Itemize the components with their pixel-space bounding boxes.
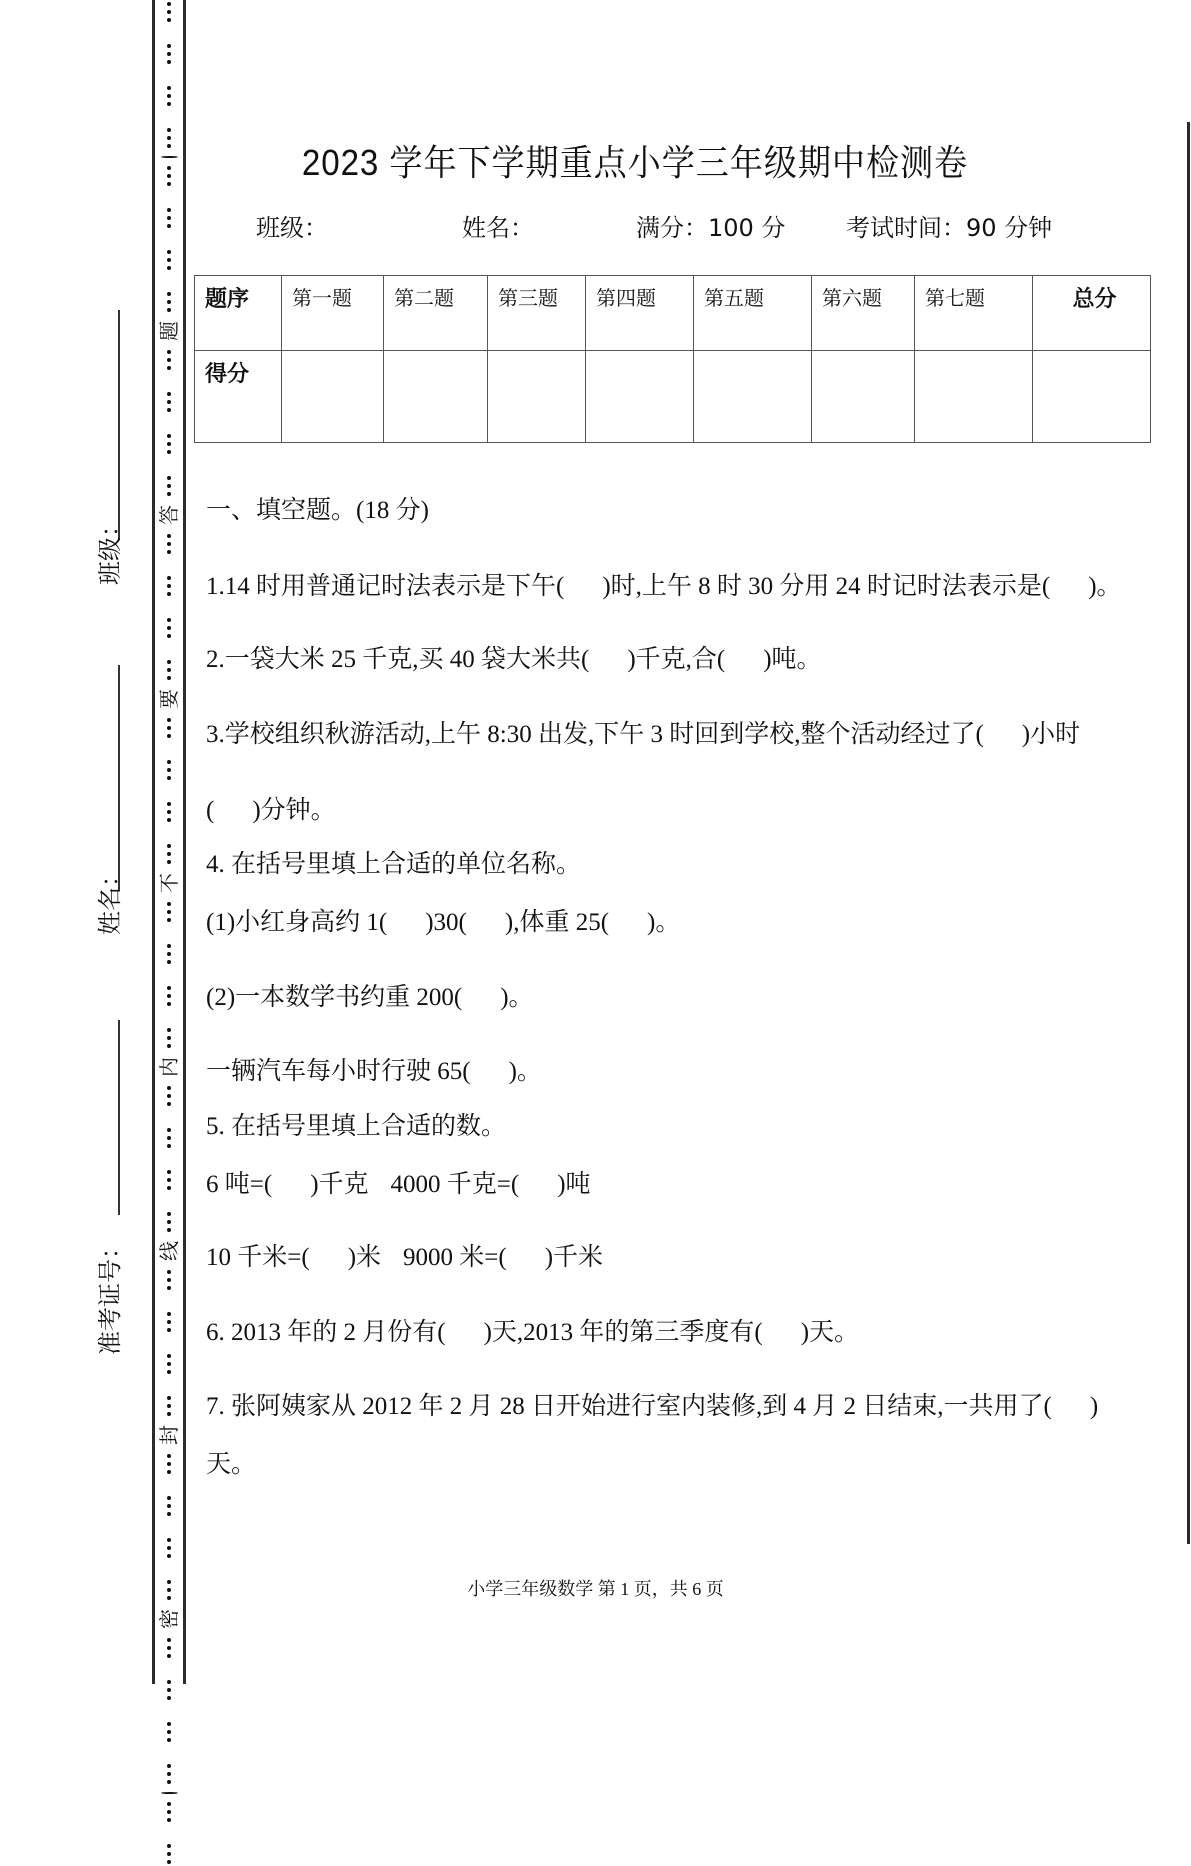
side-name-label: 姓名： bbox=[96, 863, 124, 935]
question-4-part-3 bbox=[206, 1057, 542, 1087]
q7-text-b: ) bbox=[1089, 1393, 1099, 1420]
score-cell-q5[interactable] bbox=[694, 351, 812, 443]
q5l1-text-c: 4000 千克=( bbox=[390, 1171, 520, 1198]
column-q6: 第六题 bbox=[812, 276, 915, 351]
seal-char: 内 bbox=[157, 1057, 181, 1077]
q2-text-c: )吨。 bbox=[763, 646, 822, 673]
dot-leader bbox=[167, 348, 171, 498]
q4p1-text-a: (1)小红身高约 1( bbox=[206, 909, 388, 936]
score-cell-q6[interactable] bbox=[812, 351, 915, 443]
score-cell-q4[interactable] bbox=[586, 351, 694, 443]
score-cell-q1[interactable] bbox=[282, 351, 384, 443]
page-title: 2023 学年下学期重点小学三年级期中检测卷 bbox=[301, 142, 969, 183]
q5l2-text-c: 9000 米=( bbox=[403, 1244, 507, 1271]
question-5-prompt: 5. 在括号里填上合适的数。 bbox=[206, 1113, 507, 1140]
column-q3: 第三题 bbox=[488, 276, 586, 351]
seal-char: 要 bbox=[157, 689, 181, 709]
q1-text-b: )时,上午 8 时 30 分用 24 时记时法表示是( bbox=[602, 573, 1051, 600]
full-score: 满分：100 分 bbox=[636, 214, 786, 242]
dot-leader bbox=[167, 0, 171, 150]
column-q2: 第二题 bbox=[384, 276, 488, 351]
class-underline[interactable] bbox=[118, 310, 120, 540]
seal-char: 答 bbox=[157, 505, 181, 525]
seal-char: 封 bbox=[157, 1425, 181, 1445]
q3-text-a: 3.学校组织秋游活动,上午 8:30 出发,下午 3 时回到学校,整个活动经过了( bbox=[206, 721, 984, 748]
column-q5: 第五题 bbox=[694, 276, 812, 351]
seal-char: 题 bbox=[157, 321, 181, 341]
column-total: 总分 bbox=[1033, 276, 1151, 351]
exam-time: 考试时间：90 分钟 bbox=[846, 214, 1053, 242]
question-3-cont bbox=[206, 796, 336, 826]
dot-leader bbox=[167, 716, 171, 866]
right-margin-line bbox=[1187, 122, 1190, 1544]
q6-text-b: )天,2013 年的第三季度有( bbox=[483, 1319, 763, 1346]
seal-char: 密 bbox=[157, 1609, 181, 1629]
score-cell-q2[interactable] bbox=[384, 351, 488, 443]
q5l1-text-d: )吨 bbox=[557, 1171, 591, 1198]
row-header-score: 得分 bbox=[195, 351, 282, 443]
page-footer: 小学三年级数学 第 1 页，共 6 页 bbox=[467, 1579, 724, 1599]
dot-leader bbox=[167, 1084, 171, 1234]
table-score-row bbox=[195, 351, 1151, 443]
dot-leader bbox=[167, 1800, 171, 1866]
q3-text-d: )分钟。 bbox=[252, 797, 336, 824]
dot-leader bbox=[167, 1268, 171, 1418]
score-table bbox=[194, 275, 1151, 443]
q5l1-text-b: )千克 bbox=[310, 1171, 369, 1198]
dot-leader bbox=[167, 1636, 171, 1786]
seal-char: 线 bbox=[157, 1241, 181, 1261]
dot-leader bbox=[167, 900, 171, 1050]
binding-line-inner bbox=[183, 0, 186, 1684]
question-5-line-1 bbox=[206, 1170, 591, 1200]
column-q4: 第四题 bbox=[586, 276, 694, 351]
question-4-part-1 bbox=[206, 908, 680, 938]
seal-circle-icon bbox=[161, 156, 178, 158]
question-2 bbox=[206, 645, 822, 675]
question-1 bbox=[206, 572, 1122, 602]
dot-leader bbox=[167, 532, 171, 682]
q1-text-a: 1.14 时用普通记时法表示是下午( bbox=[206, 573, 565, 600]
class-field-label: 班级： bbox=[256, 214, 328, 242]
column-q7: 第七题 bbox=[915, 276, 1033, 351]
side-exam-id-label: 准考证号： bbox=[96, 1235, 124, 1355]
question-5-line-2 bbox=[206, 1243, 603, 1273]
seal-circle-icon bbox=[161, 1792, 178, 1794]
score-cell-total[interactable] bbox=[1033, 351, 1151, 443]
q4p1-text-d: )。 bbox=[647, 909, 681, 936]
q5l1-text-a: 6 吨=( bbox=[206, 1171, 273, 1198]
column-q1: 第一题 bbox=[282, 276, 384, 351]
question-7-cont: 天。 bbox=[206, 1451, 257, 1478]
exam-meta-row bbox=[0, 208, 1191, 244]
question-4-prompt: 4. 在括号里填上合适的单位名称。 bbox=[206, 851, 582, 878]
score-cell-q3[interactable] bbox=[488, 351, 586, 443]
q2-text-b: )千克,合( bbox=[627, 646, 726, 673]
q5l2-text-b: )米 bbox=[347, 1244, 382, 1271]
q3-text-c: ( bbox=[206, 797, 215, 824]
q4p1-text-b: )30( bbox=[425, 909, 467, 936]
q1-text-c: )。 bbox=[1088, 573, 1122, 600]
question-6 bbox=[206, 1318, 859, 1348]
q5l2-text-d: )千米 bbox=[544, 1244, 604, 1271]
question-3 bbox=[206, 720, 1080, 750]
row-header-order: 题序 bbox=[195, 276, 282, 351]
q5l2-text-a: 10 千米=( bbox=[206, 1244, 310, 1271]
q4p2-text-b: )。 bbox=[500, 984, 534, 1011]
q4p3-text-b: )。 bbox=[508, 1058, 542, 1085]
score-cell-q7[interactable] bbox=[915, 351, 1033, 443]
question-4-part-2 bbox=[206, 983, 534, 1013]
q6-text-c: )天。 bbox=[800, 1319, 860, 1346]
name-underline[interactable] bbox=[118, 665, 120, 890]
table-header-row bbox=[195, 276, 1151, 351]
section-heading: 一、填空题。(18 分) bbox=[206, 497, 429, 524]
name-field-label: 姓名： bbox=[462, 214, 534, 242]
question-7 bbox=[206, 1392, 1098, 1422]
q4p3-text-a: 一辆汽车每小时行驶 65( bbox=[206, 1058, 471, 1085]
q6-text-a: 6. 2013 年的 2 月份有( bbox=[206, 1319, 446, 1346]
q4p2-text-a: (2)一本数学书约重 200( bbox=[206, 984, 463, 1011]
q2-text-a: 2.一袋大米 25 千克,买 40 袋大米共( bbox=[206, 646, 590, 673]
seal-char: 不 bbox=[157, 873, 181, 893]
seal-line-strip bbox=[155, 0, 183, 1684]
side-class-label: 班级： bbox=[96, 513, 124, 585]
q7-text-a: 7. 张阿姨家从 2012 年 2 月 28 日开始进行室内装修,到 4 月 2 日结束,一共用了( bbox=[206, 1393, 1052, 1420]
q4p1-text-c: ),体重 25( bbox=[504, 909, 610, 936]
exam-id-underline[interactable] bbox=[118, 1020, 120, 1215]
q3-text-b: )小时 bbox=[1021, 721, 1081, 748]
